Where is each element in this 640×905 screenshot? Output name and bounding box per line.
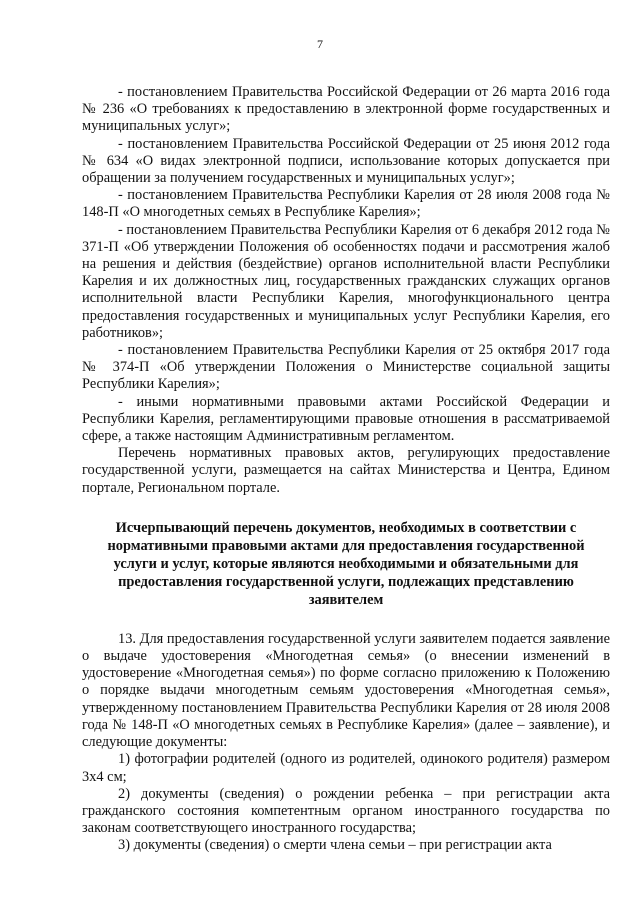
list-item-legal-act: - постановлением Правительства Республики Карелия от 28 июля 2008 года № 148-П «О многодетных семьях в Республике Карелия»; — [82, 187, 610, 221]
list-item-legal-act: - постановлением Правительства Республики Карелия от 25 октября 2017 года № 374-П «Об утверждении Положения о Министерстве социальной защиты Республики Карелия»; — [82, 342, 610, 393]
list-item-legal-act: - постановлением Правительства Российской Федерации от 26 марта 2016 года № 236 «О требованиях к предоставлению в электронной форме государственных и муниципальных услуг»; — [82, 84, 610, 135]
section-heading: Исчерпывающий перечень документов, необходимых в соответствии с нормативными правовыми актами для предоставления государственной услуги и услуг, которые являются необходимыми и обязательными для предоставления государственной услуги, подлежащих представлению заявителем — [107, 519, 585, 608]
list-item-legal-act: - иными нормативными правовыми актами Российской Федерации и Республики Карелия, регламентирующими правовые отношения в рассматриваемой сфере, а также настоящим Административным регламентом. — [82, 393, 610, 445]
spacer — [82, 497, 610, 519]
list-item-legal-act: - постановлением Правительства Российской Федерации от 25 июня 2012 года № 634 «О видах электронной подписи, использование которых допускается при обращении за получением государственных и муниципальных услуг»; — [82, 135, 610, 187]
paragraph-13: 13. Для предоставления государственной услуги заявителем подается заявление о выдаче удостоверения «Многодетная семья» (о внесении изменений в удостоверение «Многодетная семья») по форме согласно приложению к Положению о порядке выдачи многодетным семьям удостоверения «Многодетная семья», утвержденному постановлением Правительства Республики Карелия от 28 июля 2008 года № 148-П «О многодетных семьях в Республике Карелия» (далее – заявление), и следующие документы: — [82, 630, 610, 751]
document-list-item: 3) документы (сведения) о смерти члена семьи – при регистрации акта — [118, 837, 552, 854]
document-list-item: 1) фотографии родителей (одного из родителей, одинокого родителя) размером 3х4 см; — [82, 751, 610, 785]
spacer — [82, 609, 610, 631]
list-item-legal-act: - постановлением Правительства Республики Карелия от 6 декабря 2012 года № 371-П «Об утверждении Положения об особенностях подачи и рассмотрения жалоб на решения и действия (бездействие) органов исполнительной власти Республики Карелия и их должностных лиц, государственных гражданских служащих органов исполнительной власти Республики Карелия, многофункционального центра предоставления государственных и муниципальных услуг Республики Карелия, его работников»; — [82, 221, 610, 341]
document-body — [82, 84, 610, 855]
publication-paragraph: Перечень нормативных правовых актов, регулирующих предоставление государственной услуги, размещается на сайтах Министерства и Центра, Едином портале, Региональном портале. — [82, 445, 610, 496]
document-list-item: 2) документы (сведения) о рождении ребенка – при регистрации акта гражданского состояния компетентным органом иностранного государства по законам соответствующего иностранного государства; — [82, 785, 610, 837]
page-number: 7 — [317, 37, 323, 51]
